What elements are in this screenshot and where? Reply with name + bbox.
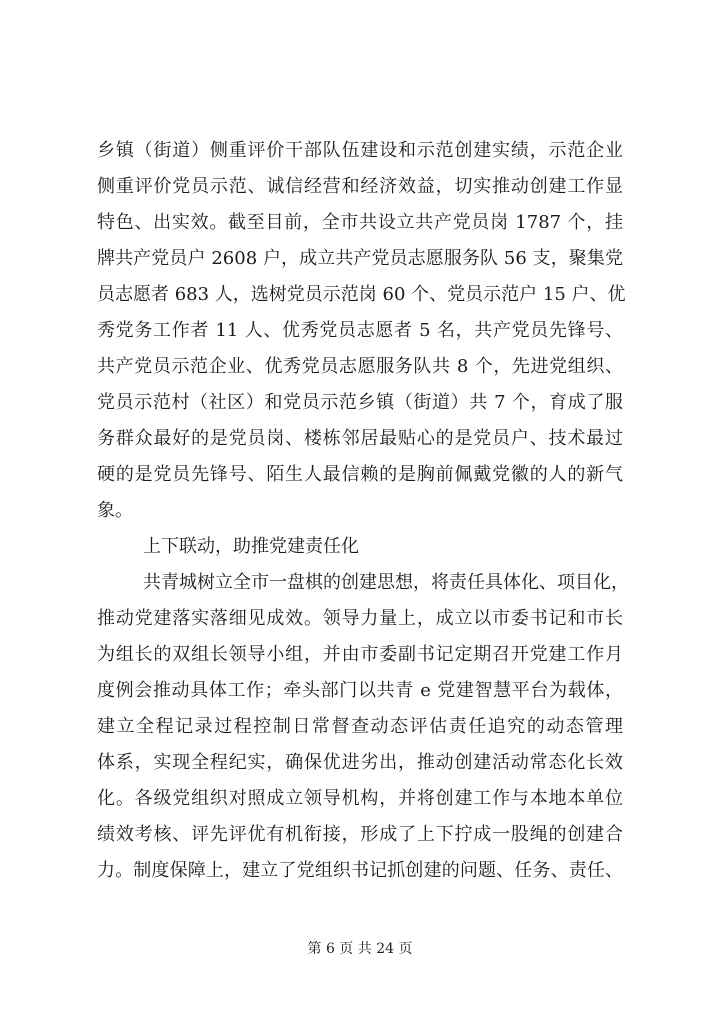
- body-text-line: 秀党务工作者 11 人、优秀党员志愿者 5 名，共产党员先锋号、: [97, 320, 623, 341]
- body-text-line: 力。制度保障上，建立了党组织书记抓创建的问题、任务、责任、: [97, 860, 623, 881]
- body-text-line: 乡镇（街道）侧重评价干部队伍建设和示范创建实绩，示范企业: [97, 140, 623, 161]
- page-number-footer: 第 6 页 共 24 页: [307, 941, 413, 957]
- body-text-line: 绩效考核、评先评优有机衔接，形成了上下拧成一股绳的创建合: [97, 824, 623, 845]
- body-text-line: 为组长的双组长领导小组，并由市委副书记定期召开党建工作月: [97, 644, 623, 665]
- body-text-line: 党员示范村（社区）和党员示范乡镇（街道）共 7 个，育成了服: [97, 392, 623, 413]
- body-text-line: 象。: [97, 500, 133, 521]
- body-text-line: 推动党建落实落细见成效。领导力量上，成立以市委书记和市长: [97, 608, 623, 629]
- body-text-line: 员志愿者 683 人，选树党员示范岗 60 个、党员示范户 15 户、优: [97, 284, 626, 305]
- body-text-line: 务群众最好的是党员岗、楼栋邻居最贴心的是党员户、技术最过: [97, 428, 623, 449]
- body-text-line: 共产党员示范企业、优秀党员志愿服务队共 8 个，先进党组织、: [97, 356, 623, 377]
- body-text-line: 侧重评价党员示范、诚信经营和经济效益，切实推动创建工作显: [97, 176, 623, 197]
- section-heading: 上下联动，助推党建责任化: [143, 536, 359, 557]
- body-text-line: 体系，实现全程纪实，确保优进劣出，推动创建活动常态化长效: [97, 752, 623, 773]
- body-text-line: 特色、出实效。截至目前，全市共设立共产党员岗 1787 个，挂: [97, 212, 623, 233]
- body-text-line: 度例会推动具体工作；牵头部门以共青 e 党建智慧平台为载体，: [97, 680, 623, 701]
- body-text-line: 牌共产党员户 2608 户，成立共产党员志愿服务队 56 支，聚集党: [97, 248, 623, 269]
- body-text-line: 建立全程记录过程控制日常督查动态评估责任追究的动态管理: [97, 716, 623, 737]
- body-text-line: 硬的是党员先锋号、陌生人最信赖的是胸前佩戴党徽的人的新气: [97, 464, 623, 485]
- body-text-line: 共青城树立全市一盘棋的创建思想，将责任具体化、项目化，: [143, 572, 629, 593]
- body-text-line: 化。各级党组织对照成立领导机构，并将创建工作与本地本单位: [97, 788, 623, 809]
